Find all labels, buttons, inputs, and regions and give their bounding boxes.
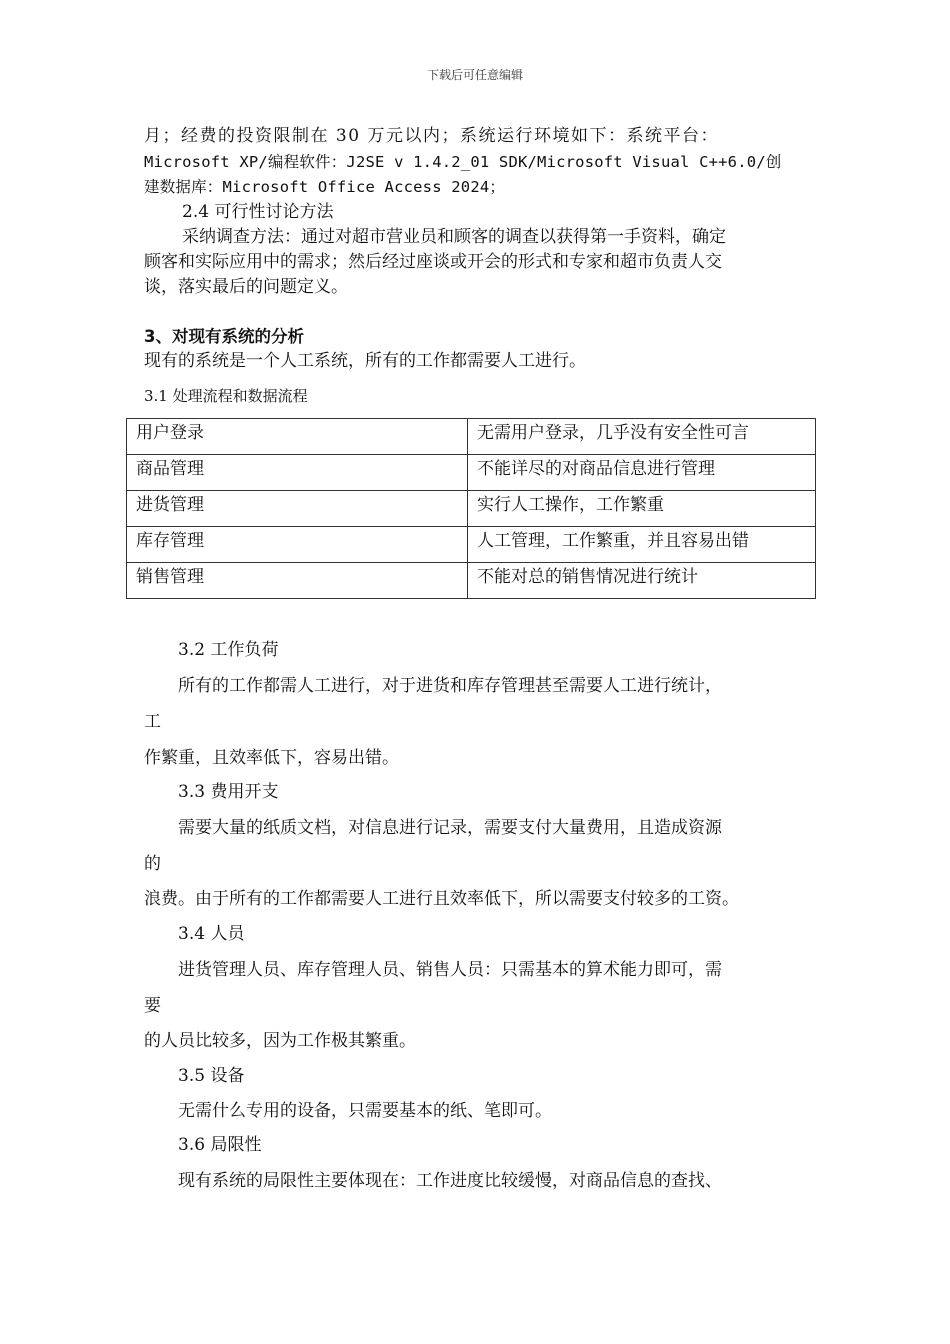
process-table xyxy=(126,418,816,599)
paragraph-line: Microsoft XP/编程软件：J2SE v 1.4.2_01 SDK/Microsoft Visual C++6.0/创 xyxy=(144,153,782,171)
paragraph-line: 采纳调查方法：通过对超市营业员和顾客的调查以获得第一手资料，确定 xyxy=(182,227,726,247)
page-header: 下载后可任意编辑 xyxy=(426,68,523,82)
table-row xyxy=(127,563,816,599)
table-cell: 用户登录 xyxy=(127,419,468,455)
paragraph-line: 进货管理人员、库存管理人员、销售人员：只需基本的算术能力即可，需 xyxy=(178,960,722,980)
paragraph-line: 无需什么专用的设备，只需要基本的纸、笔即可。 xyxy=(178,1101,552,1121)
paragraph-line: 建数据库：Microsoft Office Access 2024； xyxy=(144,178,506,196)
section-3-5-title: 3.5 设备 xyxy=(178,1066,245,1086)
table-cell: 无需用户登录，几乎没有安全性可言 xyxy=(468,419,816,455)
section-3-1-title: 3.1 处理流程和数据流程 xyxy=(144,387,308,405)
paragraph-line: 要 xyxy=(144,996,161,1016)
paragraph-line: 所有的工作都需人工进行，对于进货和库存管理甚至需要人工进行统计， xyxy=(178,676,722,696)
table-row xyxy=(127,419,816,455)
paragraph-line: 现有的系统是一个人工系统，所有的工作都需要人工进行。 xyxy=(144,351,586,371)
paragraph-line: 顾客和实际应用中的需求；然后经过座谈或开会的形式和专家和超市负责人交 xyxy=(144,252,722,272)
table-cell: 实行人工操作，工作繁重 xyxy=(468,491,816,527)
section-3-4-title: 3.4 人员 xyxy=(178,924,245,944)
paragraph-line: 现有系统的局限性主要体现在：工作进度比较缓慢，对商品信息的查找、 xyxy=(178,1171,722,1191)
table-cell: 不能对总的销售情况进行统计 xyxy=(468,563,816,599)
table-cell: 库存管理 xyxy=(127,527,468,563)
paragraph-line: 的人员比较多，因为工作极其繁重。 xyxy=(144,1031,416,1051)
table-row xyxy=(127,455,816,491)
table-row xyxy=(127,491,816,527)
table-row xyxy=(127,527,816,563)
paragraph-line: 的 xyxy=(144,854,161,874)
table-cell: 人工管理，工作繁重，并且容易出错 xyxy=(468,527,816,563)
paragraph-line: 月；经费的投资限制在 30 万元以内；系统运行环境如下：系统平台： xyxy=(144,126,719,146)
section-3-3-title: 3.3 费用开支 xyxy=(178,782,279,802)
table-cell: 销售管理 xyxy=(127,563,468,599)
paragraph-line: 浪费。由于所有的工作都需要人工进行且效率低下，所以需要支付较多的工资。 xyxy=(144,889,739,909)
table-cell: 不能详尽的对商品信息进行管理 xyxy=(468,455,816,491)
section-3-title: 3、对现有系统的分析 xyxy=(144,327,304,346)
section-3-2-title: 3.2 工作负荷 xyxy=(178,640,279,660)
paragraph-line: 需要大量的纸质文档，对信息进行记录，需要支付大量费用，且造成资源 xyxy=(178,818,722,838)
paragraph-line: 谈，落实最后的问题定义。 xyxy=(144,277,348,297)
table-cell: 商品管理 xyxy=(127,455,468,491)
section-2-4-title: 2.4 可行性讨论方法 xyxy=(182,202,334,222)
table-cell: 进货管理 xyxy=(127,491,468,527)
section-3-6-title: 3.6 局限性 xyxy=(178,1135,262,1155)
paragraph-line: 工 xyxy=(144,712,161,732)
paragraph-line: 作繁重，且效率低下，容易出错。 xyxy=(144,748,399,768)
